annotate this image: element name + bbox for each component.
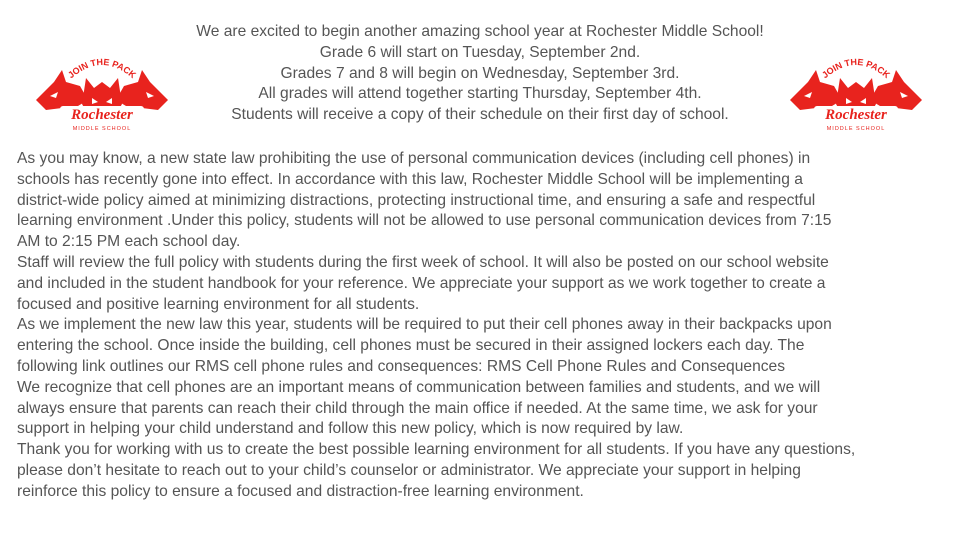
header-line: Students will receive a copy of their schedule on their first day of school.: [231, 106, 729, 124]
body-line: following link outlines our RMS cell phone rules and consequences:: [17, 357, 487, 375]
logo-school-name: Rochester: [825, 107, 887, 123]
logo-school-name: Rochester: [71, 107, 133, 123]
header-line: Grades 7 and 8 will begin on Wednesday, September 3rd.: [280, 64, 680, 82]
body-line: Thank you for working with us to create the best possible learning environment for all students. If you have any questions,: [17, 441, 856, 459]
header-line: We are excited to begin another amazing school year at Rochester Middle School!: [196, 23, 764, 40]
body-line: As you may know, a new state law prohibiting the use of personal communication devices (including cell phones) in: [17, 150, 811, 167]
header-line: All grades will attend together starting Thursday, September 4th.: [258, 85, 702, 103]
logo-arc-text: JOIN THE PACK: [66, 56, 138, 81]
body-line: As we implement the new law this year, students will be required to put their cell phones away in their backpacks upon: [17, 316, 832, 334]
logo-sub-text: MIDDLE SCHOOL: [826, 126, 886, 132]
body-line: schools has recently gone into effect. In accordance with this law, Rochester Middle School will be implementing a: [17, 170, 803, 188]
cell-phone-rules-link[interactable]: RMS Cell Phone Rules and Consequences: [486, 357, 786, 375]
body-line: always ensure that parents can reach their child through the main office if needed. At the same time, we ask for your: [17, 399, 818, 417]
rochester-wolf-logo-left: [32, 48, 172, 132]
body-line: district-wide policy aimed at minimizing distractions, protecting instructional time, and ensuring a safe and respectful: [17, 191, 816, 209]
body-line: support in helping your child understand and follow this new policy, which is now required by law.: [17, 420, 684, 438]
body-line: We recognize that cell phones are an important means of communication between families and students, and we will: [17, 378, 821, 396]
body-line: reinforce this policy to ensure a focused and distraction-free learning environment.: [17, 482, 584, 500]
announcement-body: [17, 149, 947, 503]
body-line: learning environment .Under this policy, students will not be allowed to use personal communication devices from 7:15: [17, 212, 832, 230]
body-line-with-link: [17, 357, 947, 378]
body-line: AM to 2:15 PM each school day.: [17, 233, 241, 251]
body-line: please don’t hesitate to reach out to your child’s counselor or administrator. We appreciate your support in helping: [17, 461, 801, 479]
rochester-wolf-logo-right: [786, 48, 926, 132]
logo-arc-text: JOIN THE PACK: [820, 56, 892, 81]
header-line: Grade 6 will start on Tuesday, September 2nd.: [319, 43, 641, 61]
body-line: focused and positive learning environment for all students.: [17, 295, 420, 313]
body-line: entering the school. Once inside the building, cell phones must be secured in their assigned lockers each day. The: [17, 337, 805, 355]
body-line: and included in the student handbook for your reference. We appreciate your support as we work together to create a: [17, 274, 826, 292]
body-line: Staff will review the full policy with students during the first week of school. It will also be posted on our school website: [17, 253, 829, 271]
logo-sub-text: MIDDLE SCHOOL: [72, 126, 132, 132]
